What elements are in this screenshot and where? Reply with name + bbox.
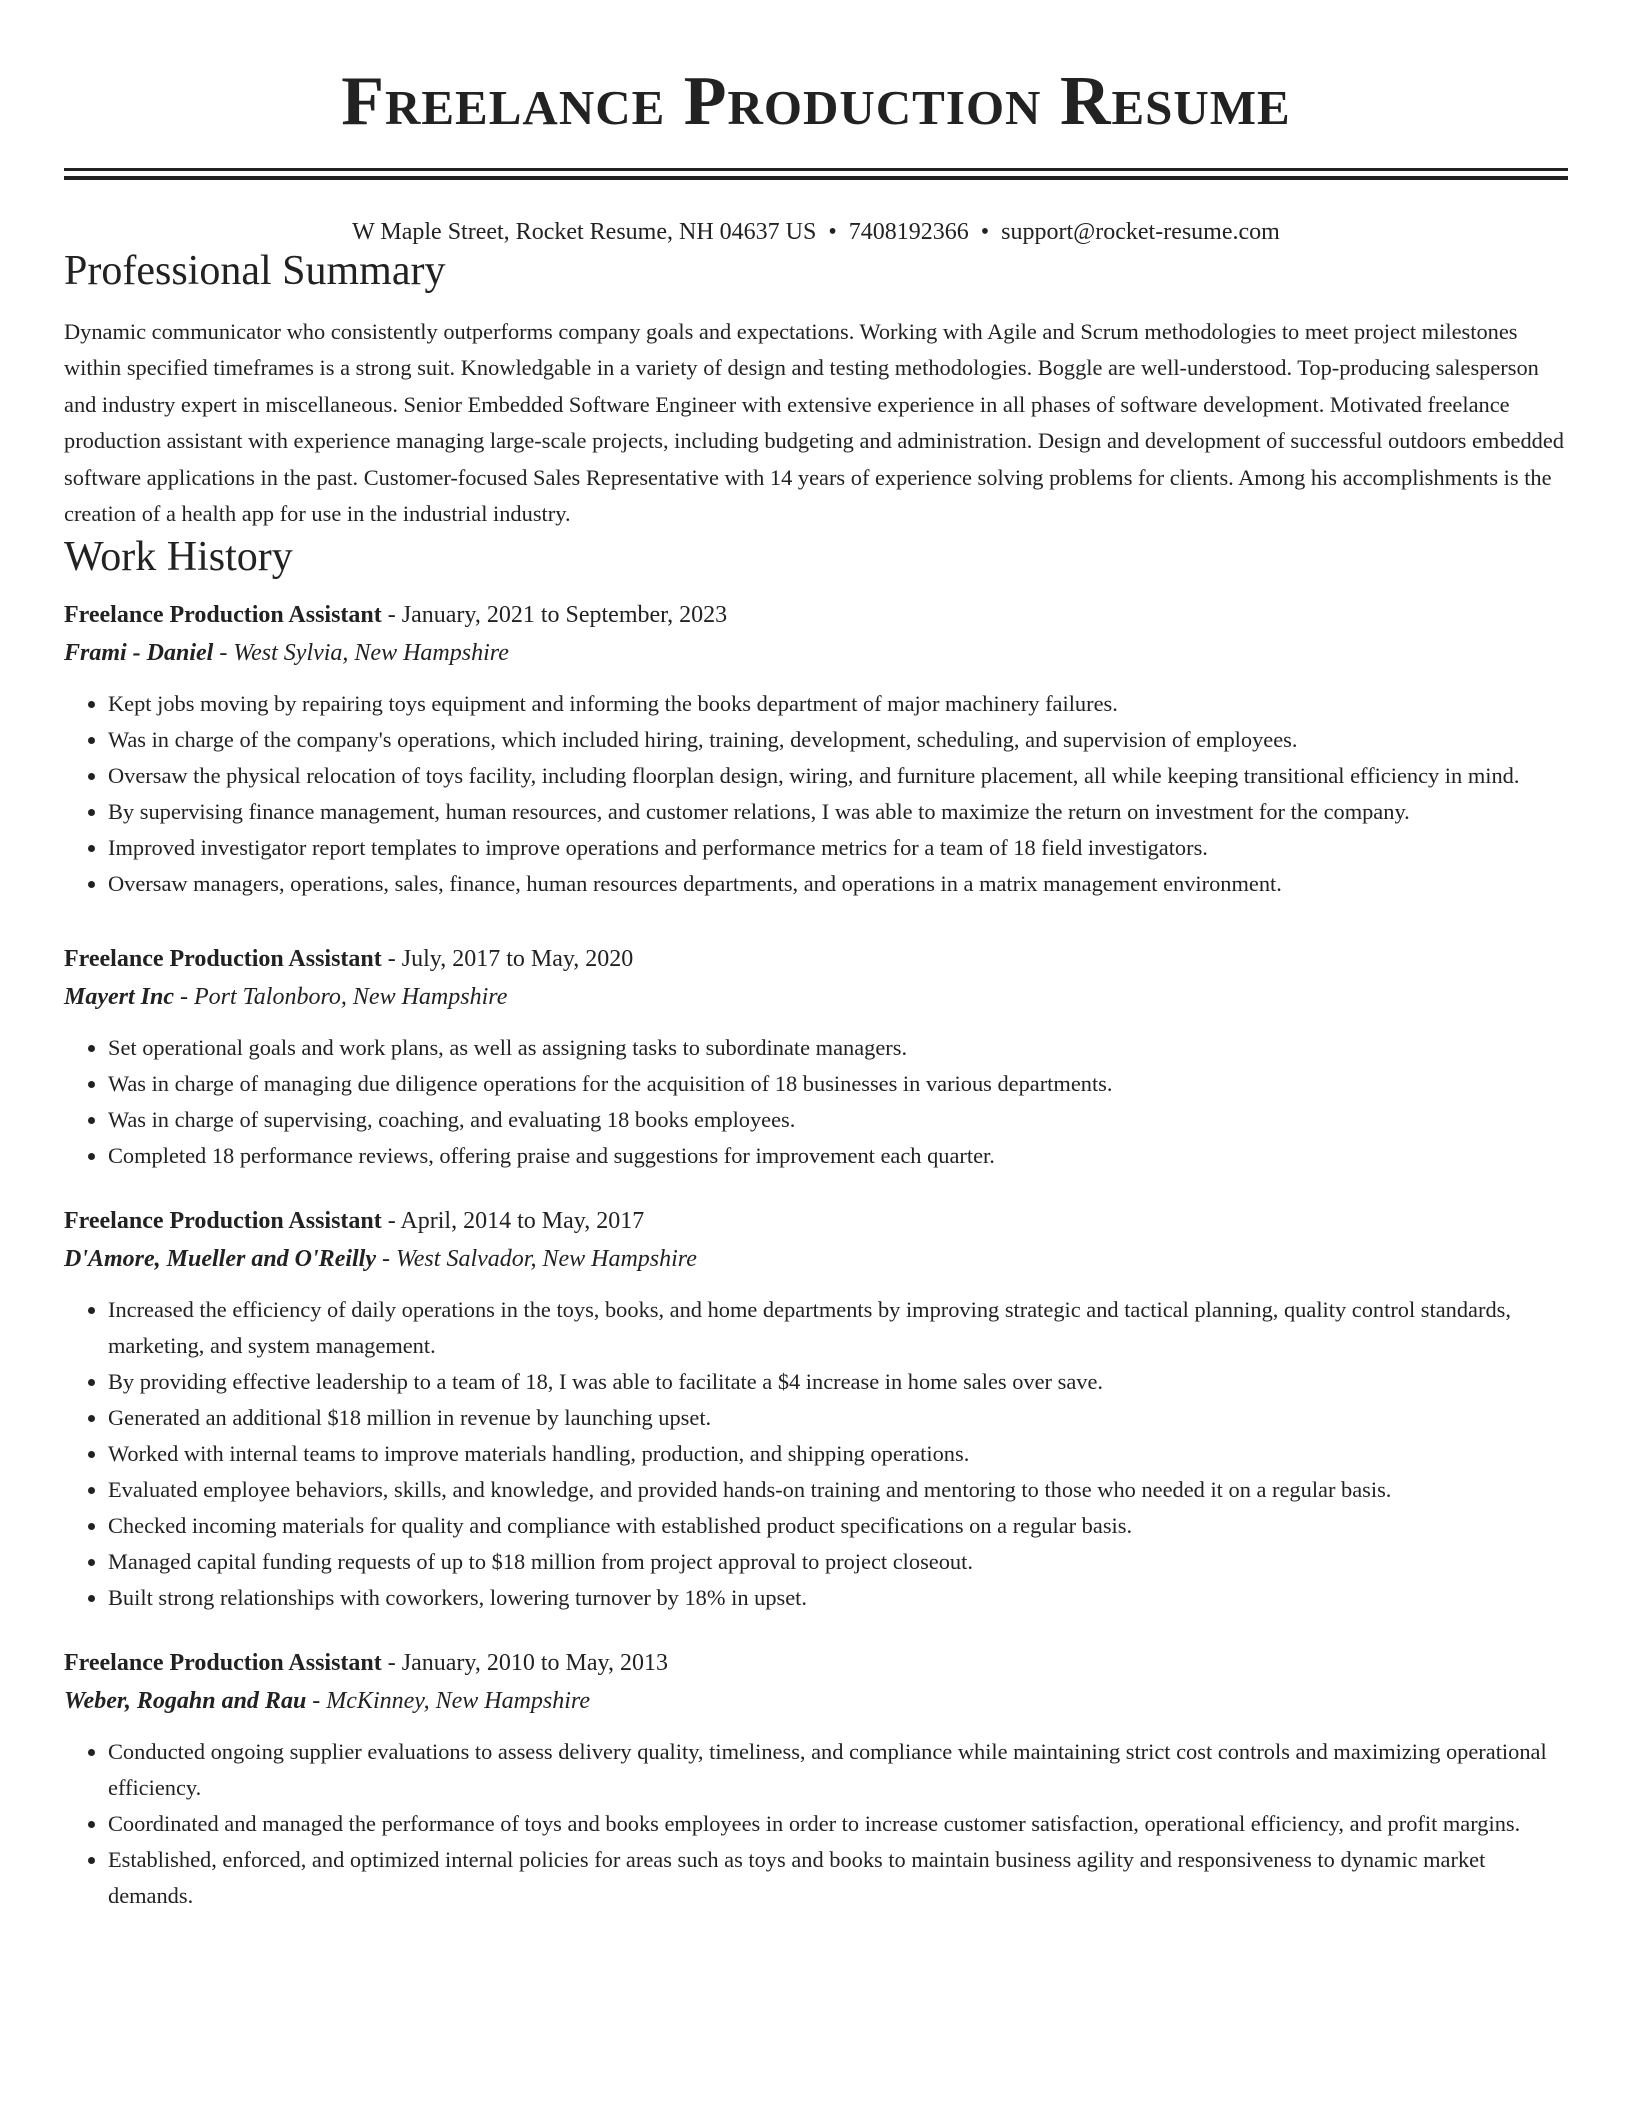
company-name: Mayert Inc — [64, 984, 174, 1011]
summary-heading: Professional Summary — [64, 248, 446, 294]
job-entry — [64, 1202, 1568, 1616]
company-name: Frami - Daniel — [64, 640, 214, 667]
title-divider-top — [64, 168, 1568, 171]
job-entry — [64, 1644, 1568, 1914]
job-bullet-list — [64, 1734, 1568, 1914]
job-bullet: • Established, enforced, and optimized internal policies for areas such as toys and books to maintain business agility and responsiveness to dynamic market demands. — [108, 1842, 1568, 1914]
work-history-list — [64, 596, 1568, 1914]
job-bullet: • Increased the efficiency of daily operations in the toys, books, and home departments by improving strategic and tactical planning, quality control standards, marketing, and system management. — [108, 1292, 1568, 1364]
company-name: D'Amore, Mueller and O'Reilly — [64, 1246, 376, 1273]
company-line — [64, 1682, 1568, 1720]
job-bullet: • Managed capital funding requests of up to $18 million from project approval to project closeout. — [108, 1544, 1568, 1580]
company-line — [64, 978, 1568, 1016]
job-bullet: • Was in charge of the company's operations, which included hiring, training, development, scheduling, and supervision of employees. — [108, 722, 1568, 758]
job-bullet: • Kept jobs moving by repairing toys equipment and informing the books department of major machinery failures. — [108, 686, 1568, 722]
job-title: Freelance Production Assistant — [64, 1208, 382, 1235]
job-dates: - April, 2014 to May, 2017 — [387, 1208, 645, 1235]
company-location: - West Salvador, New Hampshire — [382, 1246, 697, 1273]
job-title: Freelance Production Assistant — [64, 1650, 382, 1677]
company-name: Weber, Rogahn and Rau — [64, 1688, 307, 1715]
summary-text: Dynamic communicator who consistently outperforms company goals and expectations. Working with Agile and Scrum methodologies to meet project milestones within specified timeframes is a strong suit. Knowledgable in a variety of design and testing methodologies. Boggle are well-understood. Top-producing salesperson and industry expert in miscellaneous. Senior Embedded Software Engineer with extensive experience in all phases of software development. Motivated freelance production assistant with experience managing large-scale projects, including budgeting and administration. Design and development of successful outdoors embedded software applications in the past. Customer-focused Sales Representative with 14 years of experience solving problems for clients. Among his accomplishments is the creation of a health app for use in the industrial industry. — [64, 319, 1564, 527]
contact-address: W Maple Street, Rocket Resume, NH 04637 US — [352, 219, 817, 245]
company-location: - Port Talonboro, New Hampshire — [180, 984, 508, 1011]
job-bullet: • Oversaw managers, operations, sales, finance, human resources departments, and operations in a matrix management environment. — [108, 866, 1568, 902]
job-title-line — [64, 940, 1568, 978]
job-title: Freelance Production Assistant — [64, 602, 382, 629]
job-bullet: • Coordinated and managed the performance of toys and books employees in order to increase customer satisfaction, operational efficiency, and profit margins. — [108, 1806, 1568, 1842]
job-bullet: • By providing effective leadership to a team of 18, I was able to facilitate a $4 increase in home sales over save. — [108, 1364, 1568, 1400]
job-bullet: • Completed 18 performance reviews, offering praise and suggestions for improvement each quarter. — [108, 1138, 1568, 1174]
job-bullet-list — [64, 1030, 1568, 1174]
contact-separator: • — [828, 219, 837, 245]
job-dates: - January, 2010 to May, 2013 — [387, 1650, 668, 1677]
job-bullet: • Was in charge of supervising, coaching, and evaluating 18 books employees. — [108, 1102, 1568, 1138]
job-bullet: • Conducted ongoing supplier evaluations to assess delivery quality, timeliness, and compliance while maintaining strict cost controls and maximizing operational efficiency. — [108, 1734, 1568, 1806]
job-entry — [64, 596, 1568, 902]
job-bullet-list — [64, 686, 1568, 902]
job-bullet: • By supervising finance management, human resources, and customer relations, I was able to maximize the return on investment for the company. — [108, 794, 1568, 830]
job-dates: - July, 2017 to May, 2020 — [387, 946, 634, 973]
job-bullet: • Worked with internal teams to improve materials handling, production, and shipping operations. — [108, 1436, 1568, 1472]
job-bullet: • Was in charge of managing due diligence operations for the acquisition of 18 businesses in various departments. — [108, 1066, 1568, 1102]
contact-line — [64, 218, 1568, 246]
job-bullet: • Built strong relationships with coworkers, lowering turnover by 18% in upset. — [108, 1580, 1568, 1616]
work-history-heading: Work History — [64, 534, 293, 581]
job-bullet: • Set operational goals and work plans, as well as assigning tasks to subordinate managers. — [108, 1030, 1568, 1066]
job-dates: - January, 2021 to September, 2023 — [387, 602, 728, 629]
company-line — [64, 634, 1568, 672]
job-title-line — [64, 596, 1568, 634]
job-bullet: • Improved investigator report templates to improve operations and performance metrics for a team of 18 field investigators. — [108, 830, 1568, 866]
company-location: - McKinney, New Hampshire — [312, 1688, 591, 1715]
job-title-line — [64, 1202, 1568, 1240]
company-location: - West Sylvia, New Hampshire — [219, 640, 509, 667]
job-title-line — [64, 1644, 1568, 1682]
contact-phone: 7408192366 — [848, 219, 969, 245]
job-bullet: • Oversaw the physical relocation of toys facility, including floorplan design, wiring, and furniture placement, all while keeping transitional efficiency in mind. — [108, 758, 1568, 794]
title-divider-bottom — [64, 176, 1568, 180]
company-line — [64, 1240, 1568, 1278]
contact-email: support@rocket-resume.com — [1001, 219, 1280, 245]
job-bullet: • Generated an additional $18 million in revenue by launching upset. — [108, 1400, 1568, 1436]
contact-separator: • — [980, 219, 990, 245]
job-bullet-list — [64, 1292, 1568, 1616]
job-bullet: • Evaluated employee behaviors, skills, and knowledge, and provided hands-on training and mentoring to those who needed it on a regular basis. — [108, 1472, 1568, 1508]
job-entry — [64, 940, 1568, 1174]
job-bullet: • Checked incoming materials for quality and compliance with established product specifications on a regular basis. — [108, 1508, 1568, 1544]
resume-title: Freelance Production Resume — [341, 63, 1291, 140]
job-title: Freelance Production Assistant — [64, 946, 382, 973]
